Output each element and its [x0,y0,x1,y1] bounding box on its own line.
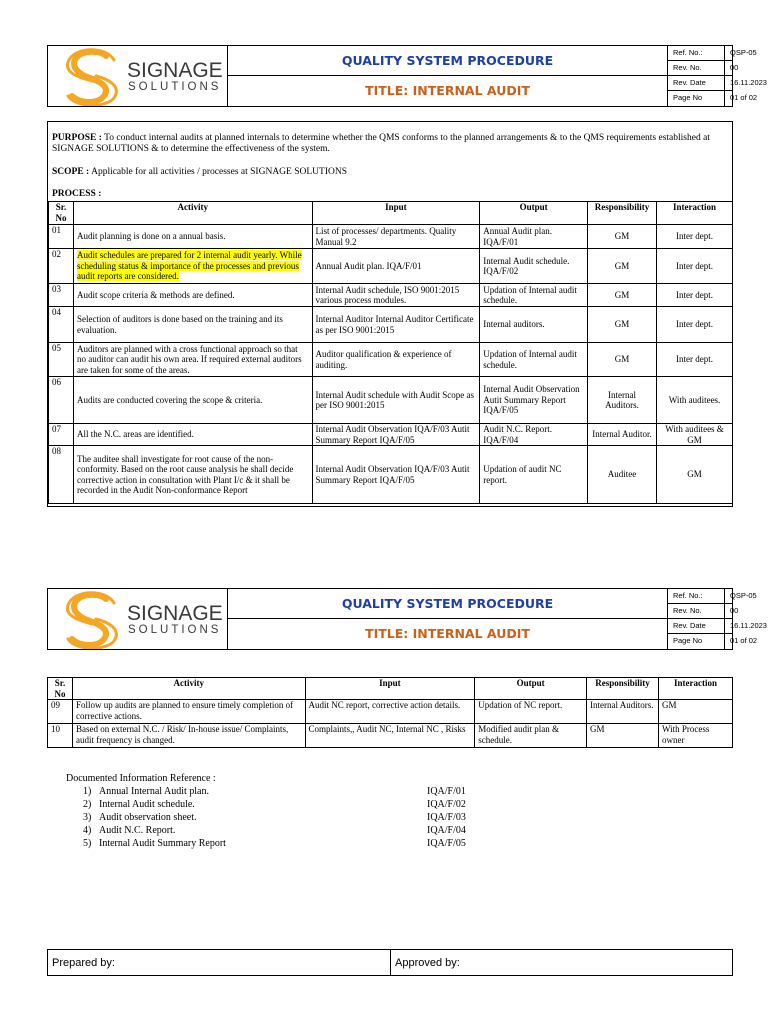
ref-value: 01 of 02 [730,636,758,645]
col-header: Activity [72,678,305,700]
scope-label: SCOPE : [52,167,90,177]
logo-s-icon [62,591,124,649]
signature-footer [47,949,733,976]
list-item: 3) Audit observation sheet. IQA/F/03 [83,812,466,823]
doc-ref-list [83,785,483,850]
page2-header [47,588,767,650]
ref-key: Page No [668,91,725,106]
process-table [48,201,733,504]
doc-title: TITLE: INTERNAL AUDIT [365,83,530,98]
ref-key: Ref. No.: [668,589,725,603]
ref-key: Rev. No. [668,604,725,618]
ref-value: 00 [730,606,739,615]
highlighted-activity: Audit schedules are prepared for 2 internal audit yearly. While scheduling status & importance of the processes and previous audit reports are considered. [76,250,302,282]
system-title: QUALITY SYSTEM PROCEDURE [228,46,667,76]
table-row: 03 Audit scope criteria & methods are defined. Internal Audit schedule, ISO 9001:2015 various process modules. Updation of Internal audit schedule. GM Inter dept. [49,284,733,307]
ref-key: Page No [668,634,725,649]
table-row: 08 The auditee shall investigate for root cause of the non-conformity. Based on the root cause analysis he shall decide corrective action in consultation with Plant I/c & it shall be recorded in the Audit Non-conformance Report Internal Audit Observation IQA/F/03 Autit Summary Report IQA/F/05 Updation of audit NC report. Auditee GM [49,446,733,504]
logo-s-icon [62,48,124,106]
company-logo [48,589,228,649]
col-header: Responsibility [587,678,659,700]
ref-key: Rev. Date [668,76,725,90]
procedure-body [47,121,733,507]
brand-name: SIGNAGE [127,59,223,82]
list-item: 2) Internal Audit schedule. IQA/F/02 [83,799,466,810]
doc-ref-title: Documented Information Reference : [66,773,216,784]
col-header: Input [312,202,480,225]
scope-text: Applicable for all activities / processes at SIGNAGE SOLUTIONS [91,167,347,177]
ref-value: 01 of 02 [730,93,758,102]
col-header: Interaction [657,202,733,225]
table-row: 05 Auditors are planned with a cross functional approach so that no auditor can audit his own area. If required external auditors are taken for some of the areas. Auditor qualification & experience of auditing. Updation of Internal audit schedule. GM Inter dept. [49,343,733,377]
list-item: 4) Audit N.C. Report. IQA/F/04 [83,825,466,836]
col-header: Sr. No [48,678,73,700]
ref-value: 00 [730,63,739,72]
brand-subtitle: SOLUTIONS [128,81,222,93]
process-table-page2 [47,677,733,748]
process-label: PROCESS : [52,189,102,199]
ref-value: 16.11.2023 [730,78,767,87]
col-header: Activity [73,202,312,225]
ref-key: Rev. No. [668,61,725,75]
purpose-label: PURPOSE : [52,133,102,143]
ref-block [668,589,767,649]
scope-paragraph [52,167,722,178]
system-title: QUALITY SYSTEM PROCEDURE [228,589,667,619]
ref-key: Rev. Date [668,619,725,633]
col-header: Input [305,678,475,700]
table-row: 02 Audit schedules are prepared for 2 internal audit yearly. While scheduling status & importance of the processes and previous audit reports are considered. Annual Audit plan. IQA/F/01 Internal Audit schedule. IQA/F/02 GM Inter dept. [49,249,733,284]
purpose-paragraph [52,133,722,155]
table-header-row [49,202,733,225]
table-row: 01 Audit planning is done on a annual basis. List of processes/ departments. Quality Manual 9.2 Annual Audit plan. IQA/F/01 GM Inter dept. [49,225,733,249]
ref-block [668,46,767,106]
doc-title: TITLE: INTERNAL AUDIT [365,626,530,641]
table-row: 07 All the N.C. areas are identified. Internal Audit Observation IQA/F/03 Autit Summary Report IQA/F/05 Audit N.C. Report. IQA/F/04 Internal Auditor. With auditees & GM [49,424,733,446]
list-item: 5) Internal Audit Summary Report IQA/F/05 [83,838,466,849]
ref-key: Ref. No.: [668,46,725,60]
page1-header [47,45,767,107]
approved-by-field: Approved by: [395,957,460,969]
ref-value: QSP-05 [730,591,757,600]
table-row: 06 Audits are conducted covering the scope & criteria. Internal Audit schedule with Audit Scope as per ISO 9001:2015 Internal Audit Observation Autit Summary Report IQA/F/05 Internal Auditors. With auditees. [49,377,733,424]
company-logo [48,46,228,106]
ref-value: QSP-05 [730,48,757,57]
table-header-row [48,678,733,700]
table-row: 10 Based on external N.C. / Risk/ In-house issue/ Complaints, audit frequency is changed. Complaints,, Audit NC, Internal NC , Risks Modified audit plan & schedule. GM With Process owner [48,724,733,748]
ref-value: 16.11.2023 [730,621,767,630]
col-header: Sr. No [49,202,74,225]
brand-name: SIGNAGE [127,602,223,625]
brand-subtitle: SOLUTIONS [128,624,222,636]
table-row: 09 Follow up audits are planned to ensure timely completion of corrective actions. Audit NC report, corrective action details. Updation of NC report. Internal Auditors. GM [48,700,733,724]
prepared-by-field: Prepared by: [48,950,391,975]
col-header: Interaction [659,678,733,700]
list-item: 1) Annual Internal Audit plan. IQA/F/01 [83,786,466,797]
col-header: Output [475,678,587,700]
purpose-text: To conduct internal audits at planned internals to determine whether the QMS conforms to the planned arrangements & to the QMS requirements established at SIGNAGE SOLUTIONS & to determine the effectiveness of the system. [52,133,710,154]
col-header: Output [480,202,588,225]
col-header: Responsibility [588,202,657,225]
table-row: 04 Selection of auditors is done based on the training and its evaluation. Internal Auditor Internal Auditor Certificate as per ISO 9001:2015 Internal auditors. GM Inter dept. [49,307,733,343]
